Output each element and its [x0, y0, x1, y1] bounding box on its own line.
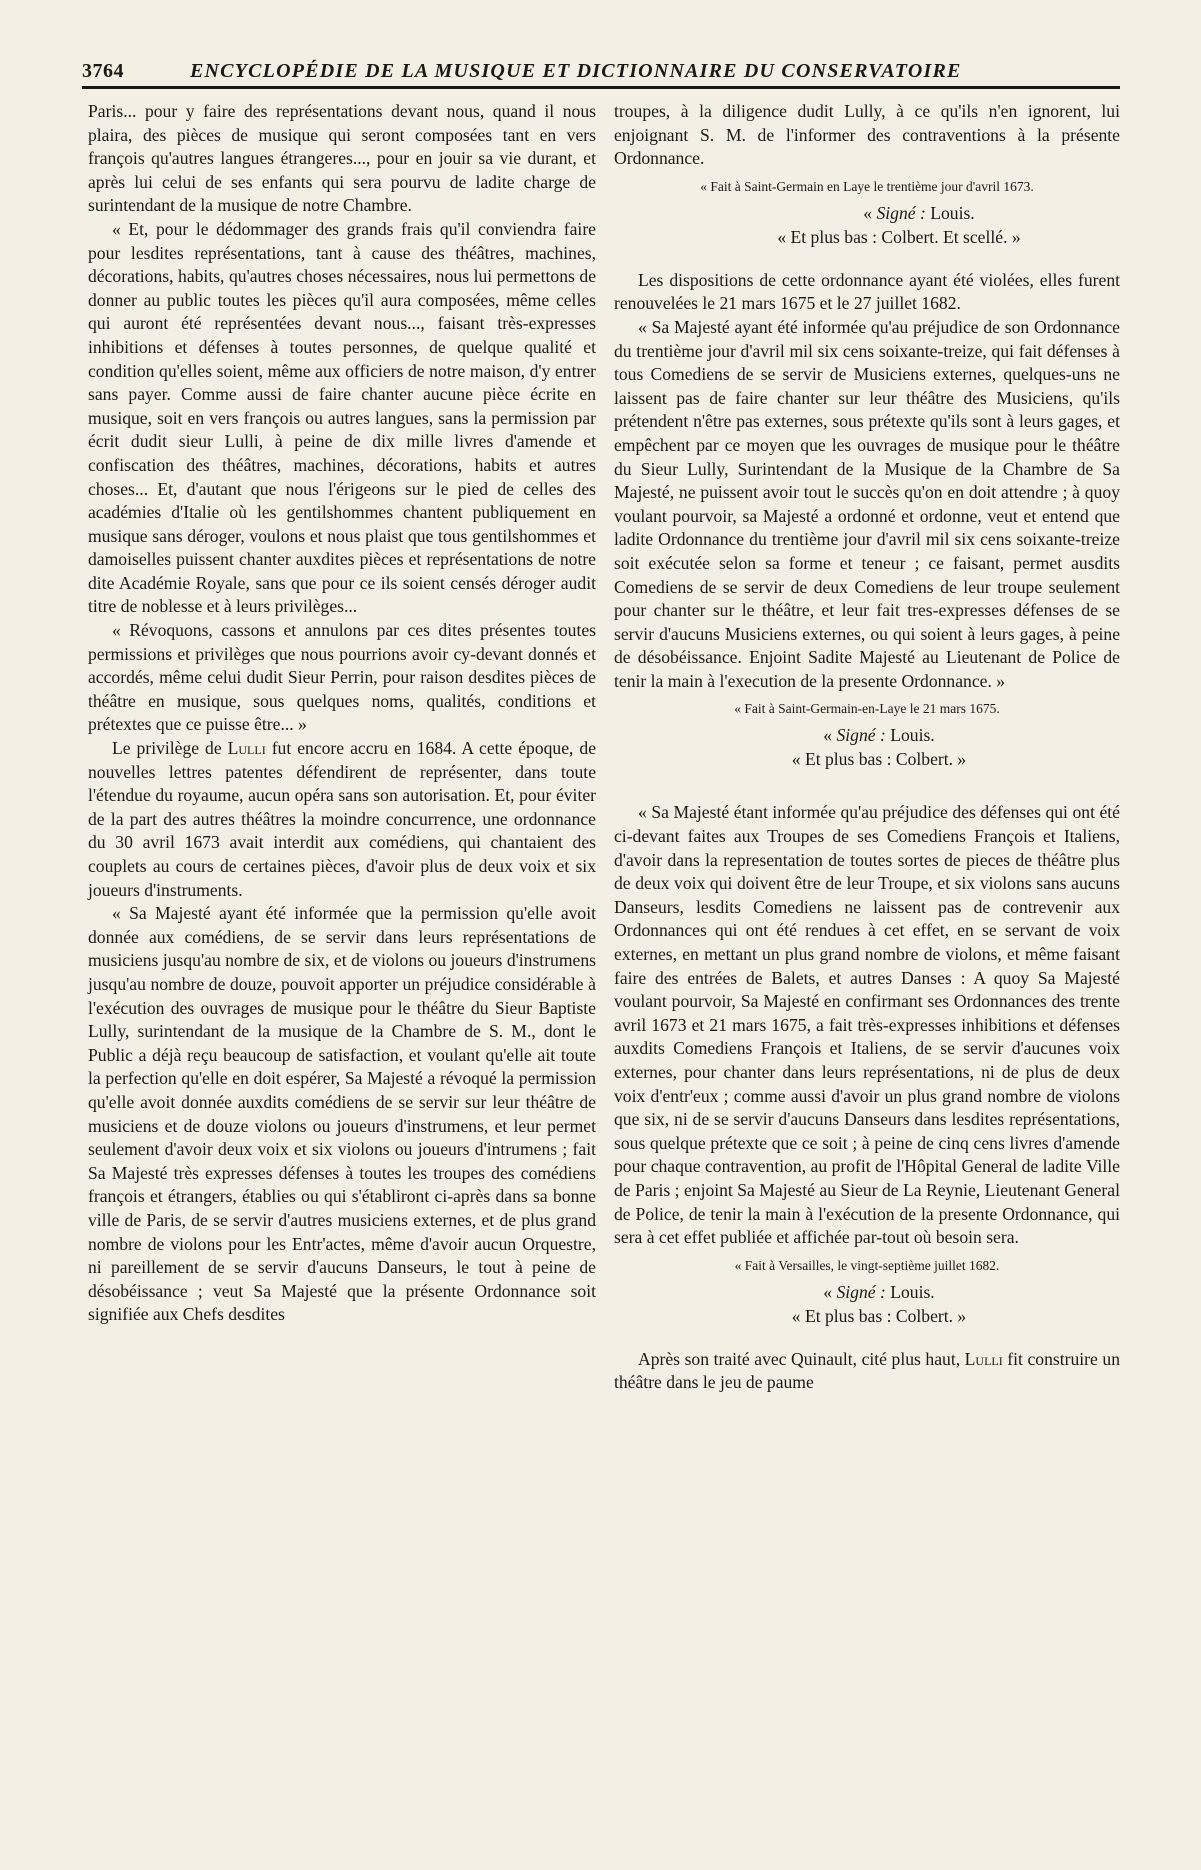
paragraph: « Et, pour le dédommager des grands frais qu'il conviendra faire pour lesdites représentations, tant à cause des théâtres, machines, décorations, habits, qu'autres choses nécessaires, nous lui permettons de donner au public toutes les pièces qu'il aura composées, même celles qui auront été représentées devant nous..., faisant très-expresses inhibitions et défenses à toutes personnes, de quelque qualité et condition qu'elles soient, même aux officiers de notre maison, d'y entrer sans payer. Comme aussi de faire chanter aucune pièce écrite en musique, soit en vers françois ou autres langues, sans la permission par écrit dudit sieur Lulli, à peine de dix mille livres d'amende et confiscation des théâtres, machines, décorations, habits et autres choses... Et, d'autant que nous l'érigeons sur le pied de celles des académies d'Italie où les gentilshommes chantent publiquement en musique sans déroger, voulons et nous plaist que tous gentilshommes et damoiselles puissent chanter auxdites pièces et représentations de notre dite Académie Royale, sans que pour ce ils soient censés déroger audit titre de noblesse et à leurs privilèges... — [88, 218, 596, 617]
dateline: « Fait à Saint-Germain en Laye le trentième jour d'avril 1673. — [700, 178, 1034, 194]
signature-label: Signé : — [876, 202, 926, 223]
paragraph: « Sa Majesté ayant été informée que la permission qu'elle avoit donnée aux comédiens, de se servir dans leurs représentations de musiciens jusqu'au nombre de six, et de violons ou joueurs d'instrumens jusqu'au nombre de douze, pouvoit apporter un préjudice considérable à l'exécution des ouvrages de musique pour le théâtre du Sieur Baptiste Lully, surintendant de la musique de la Chambre de S. M., dont le Public a déjà reçu beaucoup de satisfaction, et voulant qu'elle ait toute la perfection qu'elle en doit espérer, Sa Majesté a révoqué la permission qu'elle avoit donnée auxdits comédiens de se servir sur leur théâtre de musiciens et de douze violons ou joueurs d'instrumens, et leur permet seulement d'avoir deux voix et six violons ou joueurs d'intrumens ; fait Sa Majesté très expresses défenses à toutes les troupes des comédiens françois et étrangers, établies ou qui s'établiront ci-après dans sa bonne ville de Paris, de se servir d'autres musiciens externes, et de plus grand nombre de violons pour les Entr'actes, même d'avoir aucun Orquestre, ni pareillement de se servir d'aucuns Danseurs, le tout à peine de désobéissance ; veut Sa Majesté que la présente Ordonnance soit signifiée aux Chefs desdites — [88, 903, 596, 1325]
signature-label: Signé : — [836, 725, 886, 746]
paragraph — [614, 1348, 1120, 1395]
dateline: « Fait à Versailles, le vingt-septième juillet 1682. — [734, 1257, 1000, 1273]
paragraph: « Sa Majesté ayant été informée qu'au préjudice de son Ordonnance du trentième jour d'avril mil six cens soixante-treize, qui fait défenses à tous Comediens de se servir de Musiciens externes, quelques-uns ne laissent pas de faire chanter sur leur théâtre des Musiciens, qu'ils prétendent n'être pas externes, sous prétexte qu'ils sont à leurs gages, et empêchent par ce moyen que les ouvrages de musique pour le théâtre du Sieur Lully, Surintendant de la Musique de la Chambre de Sa Majesté, ne puissent avoir tout le succès qu'on en doit attendre ; à quoy voulant pourvoir, sa Majesté a ordonné et ordonne, veut et entend que ladite Ordonnance du trentième jour d'avril mil six cens soixante-treize soit exécutée selon sa forme et teneur ; ce faisant, permet ausdits Comediens de se servir de deux Comediens de leur troupe seulement pour chanter sur le théâtre, et leur fait tres-expresses défenses de se servir d'aucuns Musiciens externes, ou qui soient à leurs gages, à peine de désobéissance. Enjoint Sadite Majesté au Lieutenant de Police de tenir la main à l'execution de la presente Ordonnance. » — [614, 316, 1120, 691]
signature-name: Louis. — [930, 202, 975, 223]
composer-name: Lulli — [227, 738, 266, 759]
paragraph-text: fit construire un théâtre dans le jeu de paume — [614, 1348, 1121, 1393]
paragraph-text: fut encore accru en 1684. A cette époque, de nouvelles lettres patentes défendirent de représenter, dans toute l'étendue du royaume, aucun opéra sans son autorisation. Et, pour éviter de la part des autres théâtres la moindre concurrence, une ordonnance du 30 avril 1673 avait interdit aux comédiens, qui chantaient des couplets au cours de certaines pièces, d'avoir plus de deux voix et six joueurs d'instruments. — [88, 738, 597, 900]
page-header — [82, 58, 1120, 89]
signature-line: « Et plus bas : Colbert. » — [791, 1305, 967, 1326]
dateline: « Fait à Saint-Germain-en-Laye le 21 mars 1675. — [734, 701, 1000, 717]
signature-name: Louis. — [890, 1281, 935, 1302]
composer-name: Lulli — [964, 1348, 1003, 1369]
signature-line: « Signé : Louis. — [823, 1281, 935, 1302]
signature-name: Louis. — [890, 725, 935, 746]
book-page — [82, 58, 1121, 1393]
signature-label: Signé : — [836, 1281, 886, 1302]
paragraph: « Révoquons, cassons et annulons par ces dites présentes toutes permissions et privilèges que nous pourrions avoir cy-devant donnés et accordés, même celui dudit Sieur Perrin, pour raison desdites pièces de théâtre en musique, sous quelques noms, qualités, conditions et prétextes que ce puisse être... » — [88, 620, 596, 735]
signature-line: « Et plus bas : Colbert. Et scellé. » — [777, 226, 1021, 247]
paragraph: « Sa Majesté étant informée qu'au préjudice des défenses qui ont été ci-devant faites aux Troupes de ses Comediens François et Italiens, d'avoir dans la representation de toutes sortes de pieces de théâtre plus de deux voix qui doivent être de leur Troupe, et six violons sans aucuns Danseurs, lesdits Comediens ne laissent pas de contrevenir aux Ordonnances qui ont été rendues à cet effet, en se servant de voix externes, en mettant un plus grand nombre de violons, et même faisant faire des entrées de Balets, et autres Danses : A quoy Sa Majesté voulant pourvoir, Sa Majesté en confirmant ses Ordonnances des trente avril 1673 et 21 mars 1675, a fait très-expresses inhibitions et défenses auxdits Comediens François et Italiens, de se servir d'aucunes voix externes, pour chanter dans leurs représentations, ni de plus de deux voix d'entr'eux ; comme aussi d'avoir un plus grand nombre de violons que six, ni de se servir d'aucuns Danseurs dans lesdites représentations, sous quelque prétexte que ce soit ; à peine de cinq cens livres d'amende pour chaque contravention, au profit de l'Hôpital General de ladite Ville de Paris ; enjoint Sa Majesté au Sieur de La Reynie, Lieutenant General de Police, de tenir la main à l'exécution de la presente Ordonnance, qui sera à cet effet publiée et affichée par-tout où besoin sera. — [614, 802, 1120, 1248]
paragraph-text: Après son traité avec Quinault, cité plus haut, — [638, 1348, 965, 1369]
signature-line: « Signé : Louis. — [863, 202, 975, 223]
paragraph-text: Le privilège de — [112, 738, 228, 759]
left-column — [88, 100, 596, 1327]
paragraph: Les dispositions de cette ordonnance ayant été violées, elles furent renouvelées le 21 mars 1675 et le 27 juillet 1682. — [614, 269, 1120, 314]
paragraph: Paris... pour y faire des représentations devant nous, quand il nous plaira, des pièces de musique qui seront composées tant en vers françois qu'autres langues étrangeres..., pour en jouir sa vie durant, et après lui celui de ses enfants qui sera pourvu de ladite charge de surintendant de la musique de notre Chambre. — [88, 101, 596, 216]
signature-line: « Et plus bas : Colbert. » — [791, 749, 967, 770]
right-column — [614, 100, 1120, 1395]
page-number: 3764 — [82, 60, 124, 82]
running-title: ENCYCLOPÉDIE DE LA MUSIQUE ET DICTIONNAIRE DU CONSERVATOIRE — [190, 60, 962, 82]
paragraph — [88, 737, 596, 902]
paragraph: troupes, à la diligence dudit Lully, à ce qu'ils n'en ignorent, lui enjoignant S. M. de l'informer des contraventions à la présente Ordonnance. — [614, 101, 1120, 169]
signature-line: « Signé : Louis. — [823, 725, 935, 746]
